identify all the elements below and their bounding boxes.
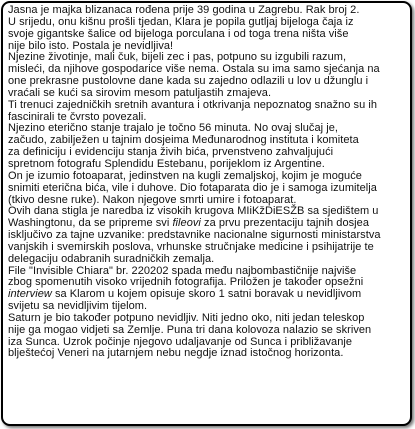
- text-line: Njezino eterično stanje trajalo je točno 56 minuta. No ovaj slučaj je,: [8, 122, 339, 135]
- story-text: [8, 5, 408, 360]
- text-line: zbog spomenutih visoko vrijednih fotografija. Priložen je također opsežni: [8, 276, 364, 289]
- text-line: File "Invisible Chiara" br. 220202 spada među najbombastičnije najviše: [8, 264, 357, 277]
- text-line: (tkivo desne ruke). Nakon njegove smrti umire i fotoaparat.: [8, 193, 297, 206]
- text-line: misleći, da njihove gospodarice više nema. Ostala su ima samo sjećanja na: [8, 63, 380, 76]
- text-line: Ovih dana stigla je naredba iz visokih krugova MIiKžDiESŽB sa sjedištem u: [8, 205, 379, 218]
- text-line: blještećoj Veneri na jutarnjem nebu negdje iznad istočnog horizonta.: [8, 347, 344, 360]
- text-line: nije ga mogao vidjeti sa Zemlje. Puna tri dana kolovoza nalazio se skriven: [8, 323, 372, 336]
- text-line: nije bilo isto. Postala je nevidljiva!: [8, 39, 174, 52]
- text-line: Njezine životinje, mali čuk, bijeli zec i pas, potpuno su izgubili razum,: [8, 51, 347, 64]
- text-line: isključivo za tajne uzvanike: predstavnike nacionalne sigurnosti ministarstva: [8, 229, 381, 242]
- text-line: fascinirali te čvrsto povezali.: [8, 110, 147, 123]
- text-line: Jasna je majka blizanaca rođena prije 39 godina u Zagrebu. Rak broj 2.: [8, 4, 360, 16]
- italic-word: fileovi: [172, 217, 201, 230]
- text-line: začudo, zabilježen u tajnim dosjeima Međunarodnog instituta i komiteta: [8, 134, 359, 147]
- italic-word: interview: [8, 288, 52, 301]
- text-line: spretnom fotografu Splendidu Estebanu, porijeklom iz Argentine.: [8, 157, 325, 170]
- text-line: svijetu sa nevidljivim tijelom.: [8, 300, 148, 313]
- text-line: svoje gigantske šalice od bijeloga porculana i od toga trena ništa više: [8, 27, 349, 40]
- text-line: one prekrasne pustolovne dane kada su zajedno odlazili u lov u džunglu i: [8, 75, 369, 88]
- text-line: Washingtonu, da se pripreme svi fileovi za prvu prezentaciju tajnih dosjea: [8, 217, 369, 230]
- text-card: [1, 1, 412, 426]
- text-line: delegaciju odabranih suradničkih zemalja.: [8, 252, 215, 265]
- text-line: U srijedu, onu kišnu prošli tjedan, Klara je popila gutljaj bijeloga čaja iz: [8, 15, 354, 28]
- text-line: Saturn je bio također potpuno nevidljiv. Niti jedno oko, niti jedan teleskop: [8, 311, 365, 324]
- text-line: vraćali se kući sa sirovim mesom patuljastih zmajeva.: [8, 86, 272, 99]
- text-line: snimiti eterična bića, vile i duhove. Dio fotaparata dio je i samoga izumitelja: [8, 181, 377, 194]
- text-line: Ti trenuci zajedničkih sretnih avantura i otkrivanja nepoznatog snažno su ih: [8, 98, 378, 111]
- text-line: On je izumio fotoaparat, jedinstven na kugli zemaljskoj, kojim je moguće: [8, 169, 362, 182]
- text-line: za definiciju i evidenciju stanja živih bića, prvenstveno zahvaljujući: [8, 146, 334, 159]
- text-line: interview sa Klarom u kojem opisuje skoro 1 satni boravak u nevidljivom: [8, 288, 362, 301]
- text-line: vanjskih i svemirskih poslova, vrhunske stručnjake medicine i psihijatrije te: [8, 240, 374, 253]
- text-line: iza Sunca. Uzrok počinje njegovo udaljavanje od Sunca i približavanje: [8, 335, 353, 348]
